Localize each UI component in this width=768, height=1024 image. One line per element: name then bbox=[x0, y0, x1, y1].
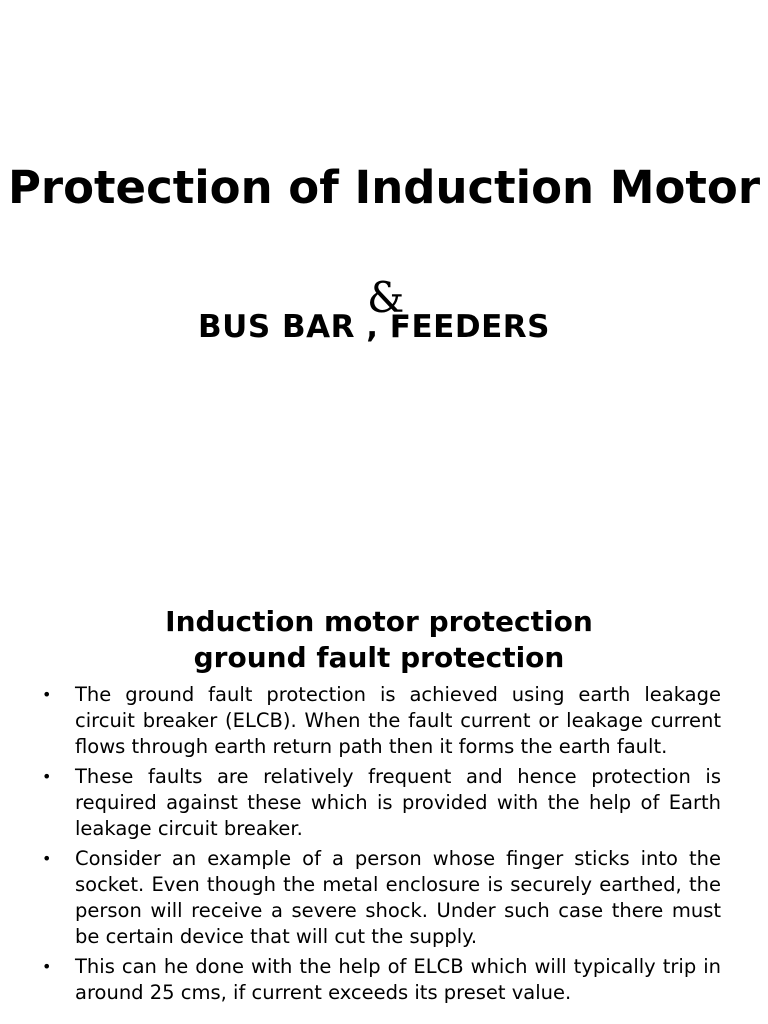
bullet-list bbox=[40, 682, 721, 1010]
ampersand-symbol: & bbox=[367, 273, 405, 322]
slide-title: Protection of Induction Motor bbox=[7, 161, 761, 214]
content-slide bbox=[0, 576, 768, 1024]
bullet-dot-icon: • bbox=[42, 685, 52, 704]
bullet-dot-icon: • bbox=[42, 957, 52, 976]
bullet-dot-icon: • bbox=[42, 849, 52, 868]
bullet-text: This can he done with the help of ELCB which will typically trip in around 25 cms, if current exceeds its preset value. bbox=[75, 955, 721, 1004]
content-heading-line-2: ground fault protection bbox=[193, 641, 565, 674]
bullet-text: These faults are relatively frequent and hence protection is required against these which is provided with the help of Earth leakage circuit breaker. bbox=[75, 765, 721, 840]
bullet-text: The ground fault protection is achieved using earth leakage circuit breaker (ELCB). When the fault current or leakage current flows through earth return path then it forms the earth fault. bbox=[75, 683, 721, 758]
content-heading-line-1: Induction motor protection bbox=[165, 605, 593, 638]
content-heading bbox=[0, 604, 758, 676]
bullet-item bbox=[40, 682, 721, 760]
bullet-dot-icon: • bbox=[42, 767, 52, 786]
bullet-item bbox=[40, 954, 721, 1006]
bullet-item bbox=[40, 846, 721, 950]
slide-subtitle: BUS BAR , FEEDERS bbox=[198, 309, 550, 345]
bullet-item bbox=[40, 764, 721, 842]
bullet-text: Consider an example of a person whose finger sticks into the socket. Even though the metal enclosure is securely earthed, the person will receive a severe shock. Under such case there must be certain device that will cut the supply. bbox=[75, 847, 721, 948]
